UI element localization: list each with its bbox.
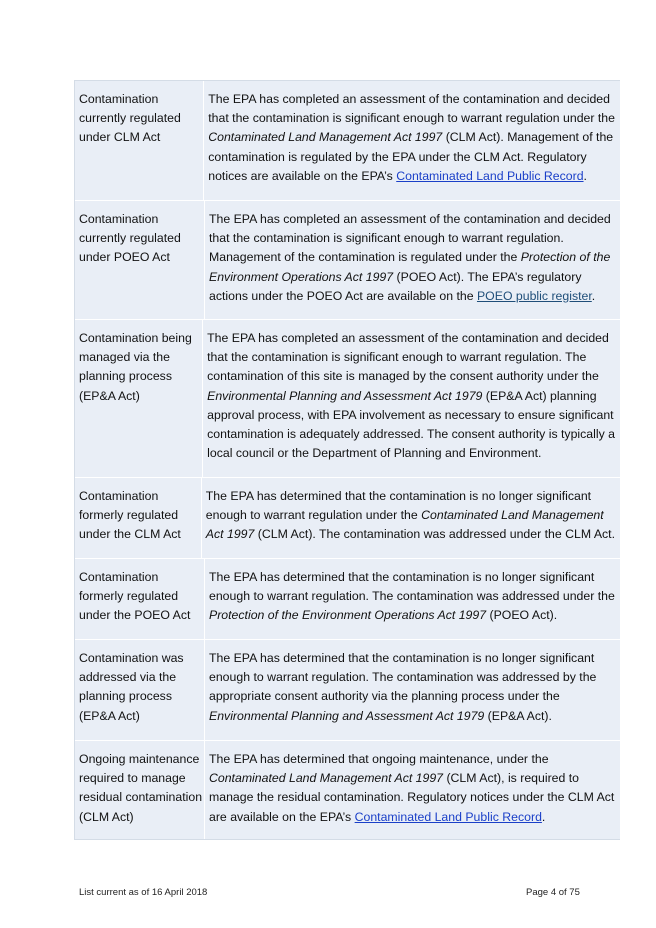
- category-description-cell: [205, 201, 620, 319]
- label-line: managed via the: [79, 350, 170, 365]
- table-row: [75, 640, 620, 741]
- label-line: Contamination: [79, 489, 159, 503]
- act-name: Environmental Planning and Assessment Act 1979: [207, 388, 483, 403]
- label-line: required to manage: [79, 771, 186, 786]
- category-description-cell: [205, 741, 620, 839]
- label-line: residual contamination: [79, 790, 203, 805]
- label-line: currently regulated: [79, 231, 181, 246]
- category-label-cell: [75, 320, 203, 477]
- category-description-cell: [203, 320, 620, 477]
- category-label-cell: [75, 640, 205, 740]
- label-line: (EP&A Act): [79, 388, 140, 403]
- act-name: Contaminated Land Management: [421, 508, 604, 523]
- description-line: Protection of the Environment Operations Act 1997 (POEO Act).: [209, 608, 558, 623]
- description-line: Management of the contamination is regulated under the Protection of the: [209, 250, 611, 265]
- label-line: under CLM Act: [79, 130, 161, 145]
- description-line: that the contamination is significant enough to warrant regulation. The: [207, 350, 587, 365]
- label-line: (CLM Act): [79, 809, 134, 824]
- category-label-cell: [75, 81, 204, 200]
- description-line: enough to warrant regulation. The contamination was addressed by the: [209, 670, 597, 685]
- act-name: Protection of the Environment Operations Act 1997: [209, 608, 487, 623]
- description-line: contamination of this site is managed by the consent authority under the: [207, 369, 599, 384]
- label-line: addressed via the: [79, 670, 177, 685]
- label-line: formerly regulated: [79, 589, 179, 604]
- table-row: [75, 741, 620, 840]
- description-line: The EPA has completed an assessment of the contamination and decided: [209, 212, 611, 226]
- description-line: The EPA has determined that the contamination is no longer significant: [205, 489, 592, 503]
- description-line: The EPA has determined that the contamination is no longer significant: [209, 570, 595, 584]
- category-label-cell: [75, 559, 205, 639]
- description-line: enough to warrant regulation under the Contaminated Land Management: [205, 508, 604, 523]
- label-line: Ongoing maintenance: [79, 752, 200, 766]
- page-number-footer: Page 4 of 75: [526, 887, 580, 898]
- label-line: (EP&A Act): [79, 708, 140, 723]
- description-line: contamination is regulated by the EPA under the CLM Act. Regulatory: [208, 149, 587, 164]
- act-name: Contaminated Land Management Act 1997: [209, 771, 444, 786]
- contaminated-land-public-record-link[interactable]: Contaminated Land Public Record: [354, 809, 542, 824]
- label-line: planning process: [79, 369, 172, 384]
- description-line: Contaminated Land Management Act 1997 (CLM Act), is required to: [209, 771, 580, 786]
- category-description-cell: [205, 640, 620, 740]
- description-line: The EPA has completed an assessment of the contamination and decided: [208, 92, 610, 106]
- contamination-categories-table: [74, 80, 620, 840]
- description-line: that the contamination is significant enough to warrant regulation under the: [208, 111, 615, 126]
- label-line: Contamination was: [79, 651, 184, 665]
- category-description-cell: [202, 478, 620, 558]
- category-description-cell: [204, 81, 620, 200]
- act-name: Contaminated Land Management Act 1997: [208, 130, 443, 145]
- label-line: Contamination being: [79, 331, 192, 345]
- description-line: appropriate consent authority via the planning process under the: [209, 689, 560, 704]
- description-line: manage the residual contamination. Regulatory notices under the CLM Act: [209, 790, 615, 805]
- description-line: The EPA has completed an assessment of the contamination and decided: [207, 331, 609, 345]
- table-row: [75, 81, 620, 201]
- label-line: Contamination: [79, 92, 159, 106]
- label-line: formerly regulated: [79, 508, 179, 523]
- act-name: Environment Operations Act 1997: [209, 269, 394, 284]
- category-label-cell: [75, 201, 205, 319]
- contaminated-land-public-record-link[interactable]: Contaminated Land Public Record: [396, 168, 584, 183]
- poeo-public-register-link[interactable]: POEO public register: [476, 288, 592, 303]
- description-line: notices are available on the EPA’s Contaminated Land Public Record.: [208, 168, 587, 183]
- description-line: Environmental Planning and Assessment Act 1979 (EP&A Act).: [209, 708, 552, 723]
- description-line: actions under the POEO Act are available on the POEO public register.: [209, 288, 596, 303]
- description-line: Environment Operations Act 1997 (POEO Act). The EPA’s regulatory: [209, 269, 582, 284]
- description-line: contamination is adequately addressed. The consent authority is typically a: [207, 427, 615, 442]
- description-line: local council or the Department of Planning and Environment.: [207, 446, 542, 461]
- category-description-cell: [205, 559, 620, 639]
- act-name: Act 1997: [205, 527, 255, 542]
- table-row: [75, 201, 620, 320]
- list-date-footer: List current as of 16 April 2018: [79, 887, 208, 898]
- label-line: under the POEO Act: [79, 608, 191, 623]
- label-line: Contamination: [79, 212, 159, 226]
- description-line: that the contamination is significant enough to warrant regulation.: [209, 231, 564, 246]
- description-line: Act 1997 (CLM Act). The contamination was addressed under the CLM Act.: [205, 527, 615, 542]
- label-line: under POEO Act: [79, 250, 170, 265]
- label-line: planning process: [79, 689, 172, 704]
- act-name: Protection of the: [520, 250, 611, 265]
- table-row: [75, 559, 620, 640]
- description-line: enough to warrant regulation. The contamination was addressed under the: [209, 589, 615, 604]
- description-line: approval process, with EPA involvement as necessary to ensure significant: [207, 407, 614, 422]
- act-name: Environmental Planning and Assessment Act 1979: [209, 708, 485, 723]
- description-line: The EPA has determined that the contamination is no longer significant: [209, 651, 595, 665]
- label-line: currently regulated: [79, 111, 181, 126]
- description-line: The EPA has determined that ongoing maintenance, under the: [209, 752, 549, 766]
- category-label-cell: [75, 478, 202, 558]
- table-row: [75, 478, 620, 559]
- description-line: Environmental Planning and Assessment Act 1979 (EP&A Act) planning: [207, 388, 597, 403]
- description-line: Contaminated Land Management Act 1997 (CLM Act). Management of the: [208, 130, 614, 145]
- label-line: Contamination: [79, 570, 159, 584]
- description-line: are available on the EPA’s Contaminated Land Public Record.: [209, 809, 546, 824]
- label-line: under the CLM Act: [79, 527, 181, 542]
- table-row: [75, 320, 620, 478]
- category-label-cell: [75, 741, 205, 839]
